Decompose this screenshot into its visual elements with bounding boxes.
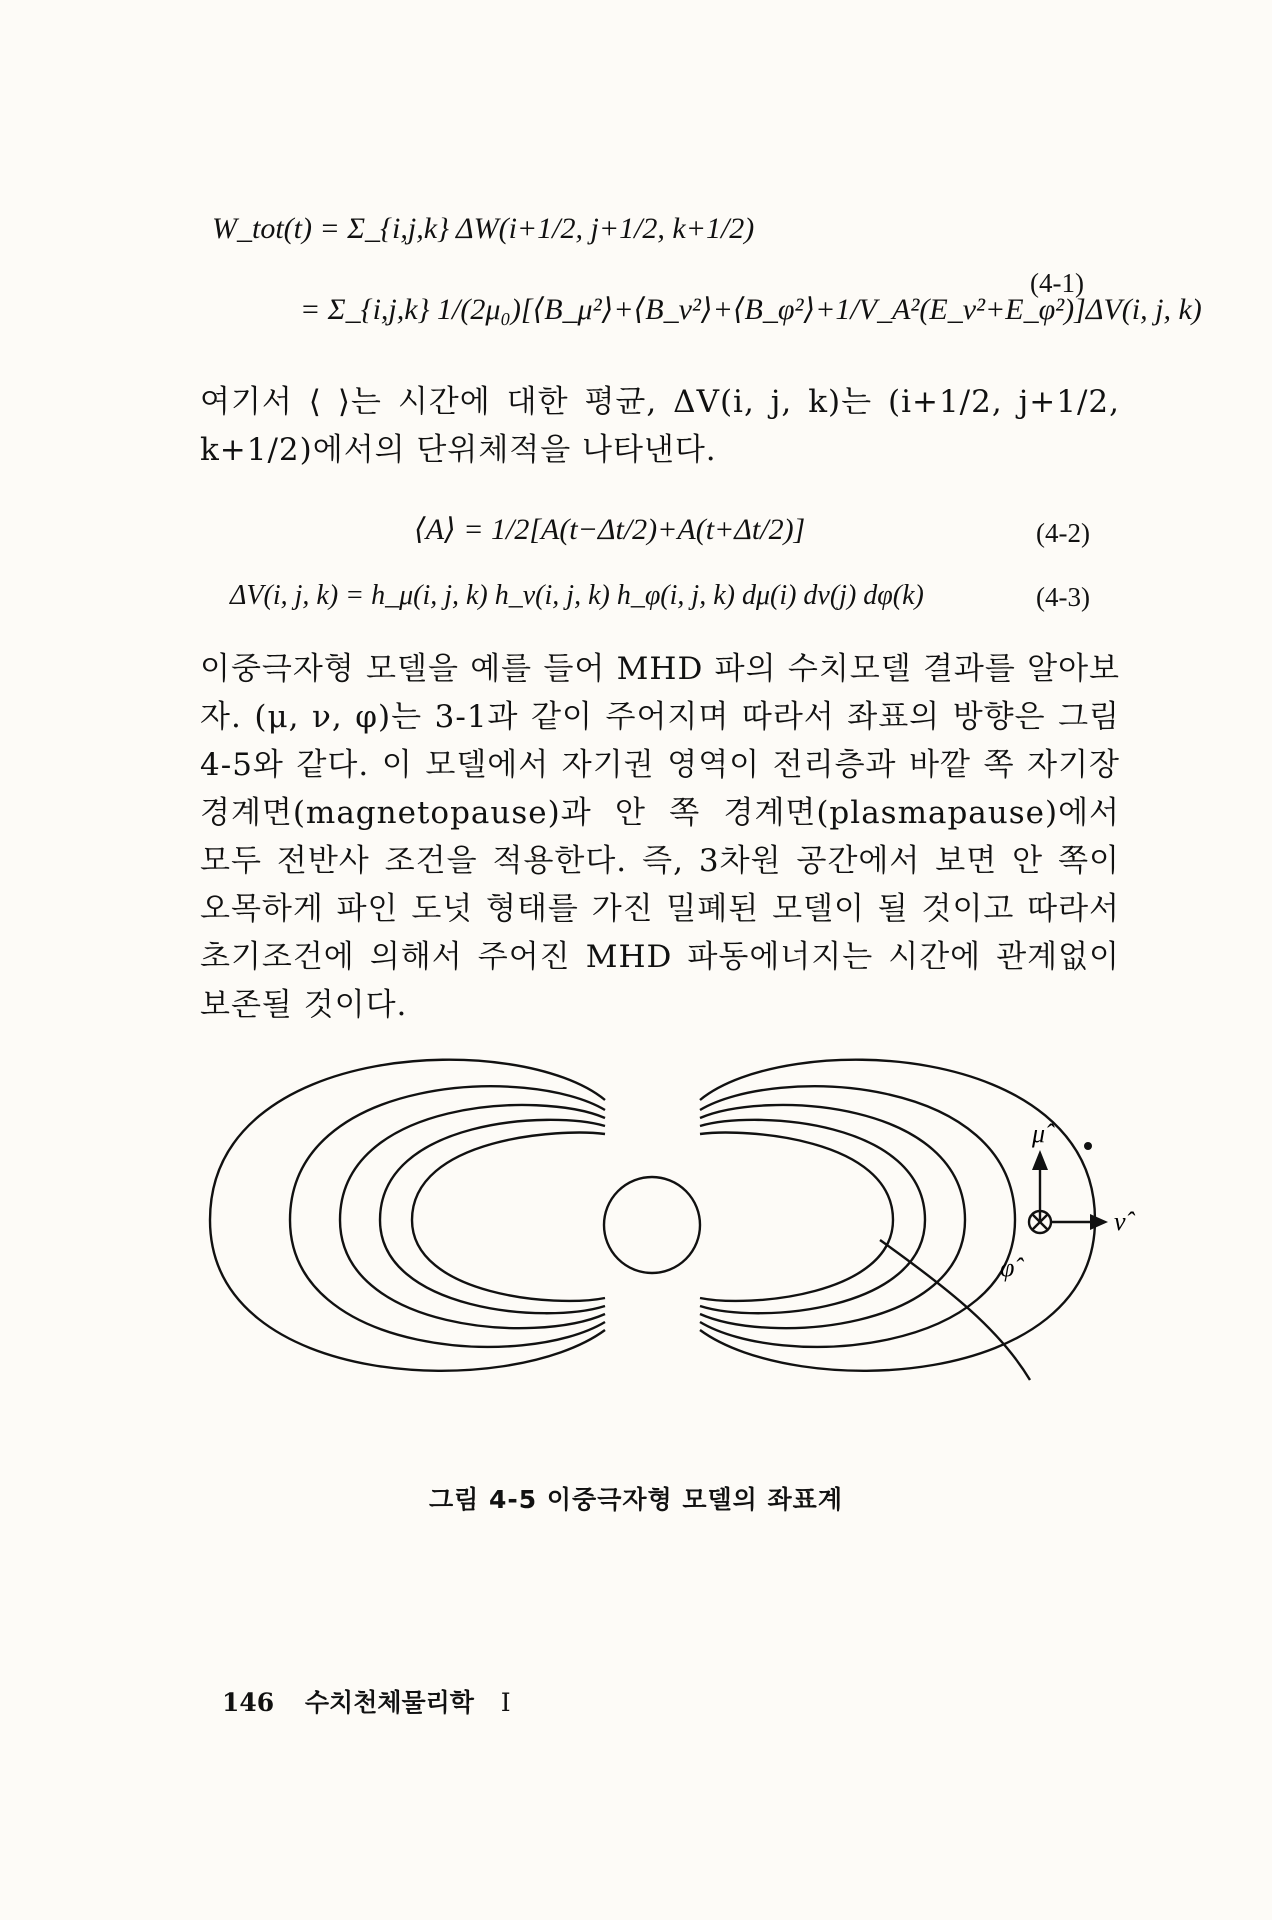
figure-caption: 그림 4-5 이중극자형 모델의 좌표계 [429,1485,843,1514]
right-field-line-4 [700,1120,925,1313]
equation-4-2: ⟨A⟩ = 1/2[A(t−Δt/2)+A(t+Δt/2)] [414,513,806,546]
nu-arrowhead [1090,1214,1108,1230]
mu-arrowhead [1032,1150,1048,1170]
volume-number: I [500,1688,511,1717]
right-field-line-5 [700,1133,893,1301]
phi-label: φ̂ [1000,1253,1015,1282]
field-marker-dot [1084,1142,1092,1150]
mu-label: μ̂ [1032,1119,1046,1148]
equation-4-1-number: (4-1) [1030,268,1084,298]
left-field-line-2 [290,1086,605,1347]
equation-4-3-number: (4-3) [1036,582,1090,612]
nu-label: ν̂ [1114,1207,1126,1236]
left-field-line-4 [380,1120,605,1313]
page-number: 146 [222,1688,275,1717]
equation-4-2-number: (4-2) [1036,518,1090,548]
equation-4-1-line1: W_tot(t) = Σ_{i,j,k} ΔW(i+1/2, j+1/2, k+1/2) [212,212,755,245]
paragraph-dipole-model: 이중극자형 모델을 예를 들어 MHD 파의 수치모델 결과를 알아보자. (μ, ν, φ)는 3-1과 같이 주어지며 따라서 좌표의 방향은 그림 4-5와 같다. 이 모델에서 자기권 영역이 전리층과 바깥 쪽 자기장 경계면(magnetopause)과 안 쪽 경계면(plasmapause)에서 모두 전반사 조건을 적용한다. 즉, 3차원 공간에서 보면 안 쪽이 오목하게 파인 도넛 형태를 가진 밀폐된 모델이 될 것이고 따라서 초기조건에 의해서 주어진 MHD 파동에너지는 시간에 관계없이 보존될 것이다. [200,651,1120,1023]
paragraph-average-definition: 여기서 ⟨ ⟩는 시간에 대한 평균, ΔV(i, j, k)는 (i+1/2, j+1/2, k+1/2)에서의 단위체적을 나타낸다. [200,384,1120,468]
planet-circle [604,1177,700,1273]
book-title: 수치천체물리학 [304,1688,474,1717]
equation-4-3: ΔV(i, j, k) = h_μ(i, j, k) h_ν(i, j, k) h_φ(i, j, k) dμ(i) dν(j) dφ(k) [230,580,924,611]
left-field-line-5 [412,1133,605,1301]
page-footer [222,1683,511,1719]
equation-4-1-line2: = Σ_{i,j,k} 1/(2μ₀)[⟨B_μ²⟩+⟨B_ν²⟩+⟨B_φ²⟩+1/V_A²(E_ν²+E_φ²)]ΔV(i, j, k) [300,293,1202,326]
